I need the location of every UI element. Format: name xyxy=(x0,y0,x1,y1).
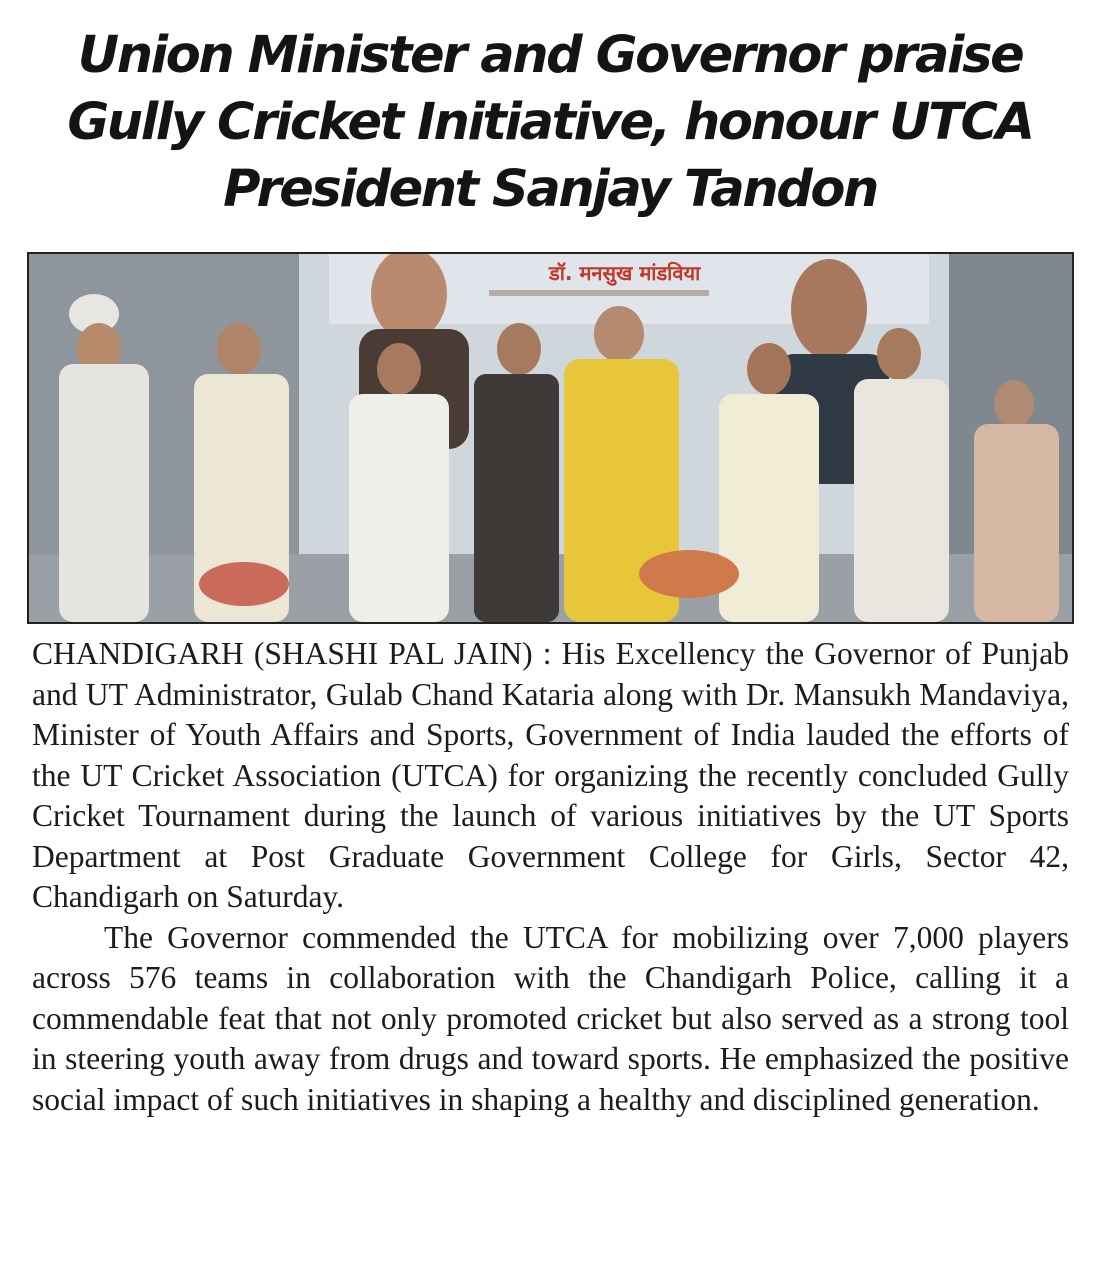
banner-title: डॉ. मनसुख मांडविया xyxy=(549,261,701,285)
headline xyxy=(40,22,1060,223)
event-photo-illustration xyxy=(29,254,1072,622)
paragraph-1-text: His Excellency the Governor of Punjab and UT Administrator, Gulab Chand Kataria along with Dr. Mansukh Mandaviya, Minister of Youth Affairs and Sports, Government of India lauded the efforts of the UT Cricket Association (UTCA) for organizing the recently concluded Gully Cricket Tournament during the launch of various initiatives by the UT Sports Department at Post Graduate Government College for Girls, Sector 42, Chandigarh on Saturday. xyxy=(32,636,1069,914)
paragraph-2: The Governor commended the UTCA for mobilizing over 7,000 players across 576 teams in collaboration with the Chandigarh Police, calling it a commendable feat that not only promoted cricket but also served as a strong tool in steering youth away from drugs and toward sports. He emphasized the positive social impact of such initiatives in shaping a healthy and disciplined generation. xyxy=(32,919,1069,1117)
article-body xyxy=(32,634,1069,1120)
event-photo xyxy=(27,252,1074,624)
paragraph-1 xyxy=(32,634,1069,918)
dateline: CHANDIGARH (SHASHI PAL JAIN) : xyxy=(32,636,552,671)
headline-line-2: Gully Cricket Initiative, honour UTCA xyxy=(67,93,1033,152)
headline-line-3: President Sanjay Tandon xyxy=(223,160,877,219)
headline-line-1: Union Minister and Governor praise xyxy=(77,26,1023,85)
